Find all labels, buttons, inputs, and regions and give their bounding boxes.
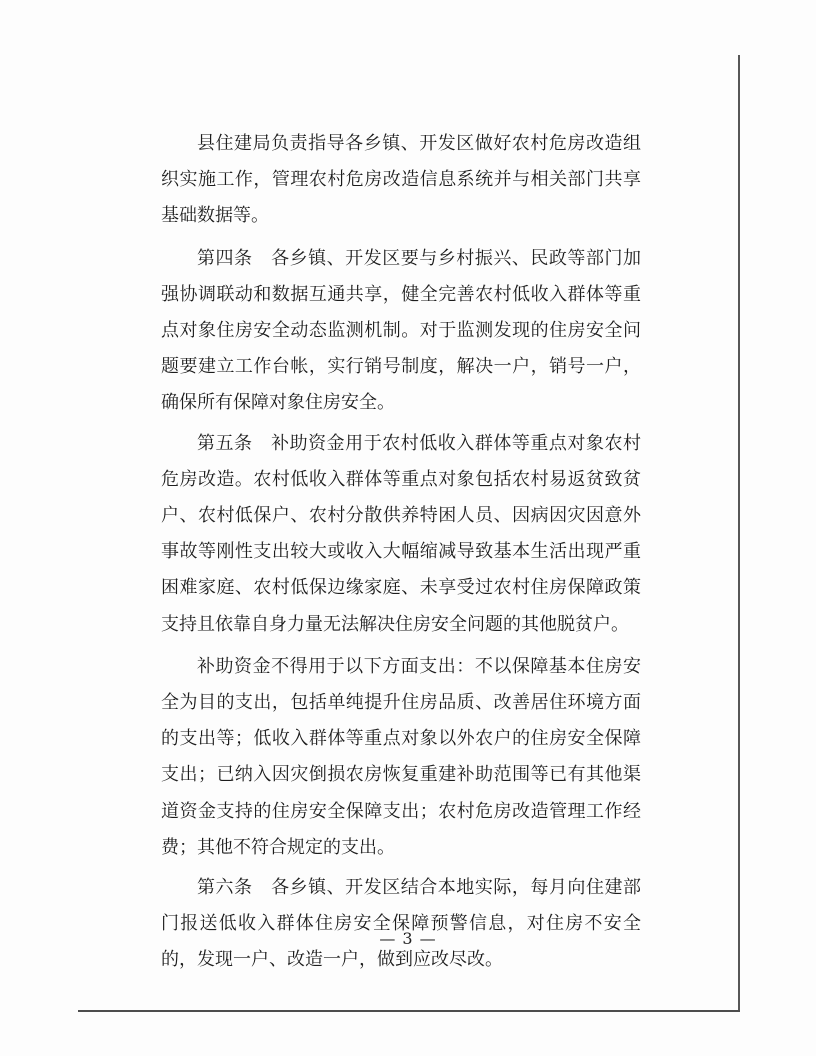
paragraph-county-bureau: 县住建局负责指导各乡镇、开发区做好农村危房改造组织实施工作，管理农村危房改造信息系统并与相关部门共享基础数据等。 bbox=[161, 133, 641, 227]
scan-border-right bbox=[738, 55, 740, 1010]
paragraph-article-4: 第四条 各乡镇、开发区要与乡村振兴、民政等部门加强协调联动和数据互通共享，健全完善农村低收入群体等重点对象住房安全动态监测机制。对于监测发现的住房安全问题要建立工作台帐，实行销号制度，解决一户，销号一户，确保所有保障对象住房安全。 bbox=[161, 247, 641, 414]
paragraph-article-6: 第六条 各乡镇、开发区结合本地实际，每月向住建部门报送低收入群体住房安全保障预警信息，对住房不安全的，发现一户、改造一户，做到应改尽改。 bbox=[161, 877, 641, 971]
paragraph-article-5: 第五条 补助资金用于农村低收入群体等重点对象农村危房改造。农村低收入群体等重点对象包括农村易返贫致贫户、农村低保户、农村分散供养特困人员、因病因灾因意外事故等刚性支出较大或收入大幅缩减导致基本生活出现严重困难家庭、农村低保边缘家庭、未享受过农村住房保障政策支持且依靠自身力量无法解决住房安全问题的其他脱贫户。 bbox=[161, 432, 641, 635]
paragraph-subsidy-restrictions: 补助资金不得用于以下方面支出：不以保障基本住房安全为目的支出，包括单纯提升住房品质、改善居住环境方面的支出等；低收入群体等重点对象以外农户的住房安全保障支出；已纳入因灾倒损农房恢复重建补助范围等已有其他渠道资金支持的住房安全保障支出；农村危房改造管理工作经费；其他不符合规定的支出。 bbox=[161, 655, 641, 858]
scan-border-bottom bbox=[78, 1010, 740, 1012]
page-number: — 3 — bbox=[379, 929, 437, 948]
body-text bbox=[161, 126, 641, 979]
